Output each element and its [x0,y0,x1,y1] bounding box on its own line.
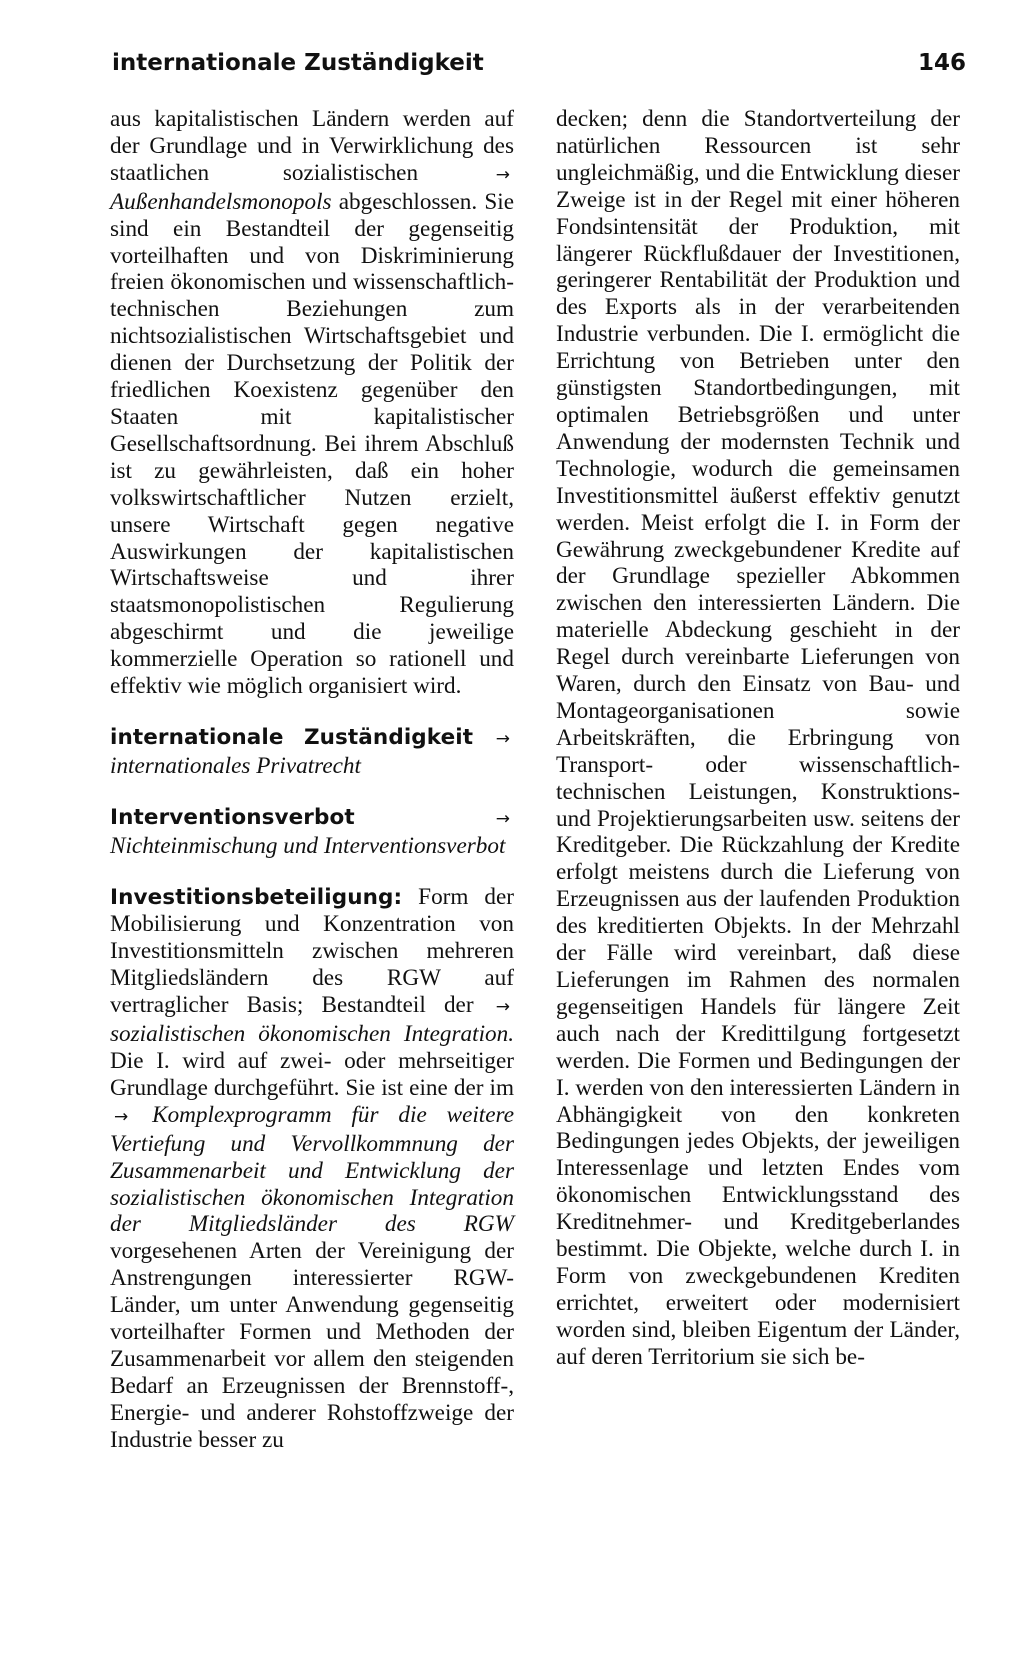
running-header [112,50,966,84]
entry-internationale-zustaendigkeit [110,724,514,780]
cross-reference-arrow-icon: → [495,997,510,1018]
cross-reference-arrow-icon: → [114,1106,129,1127]
continued-paragraph: decken; denn die Standortverteilung der natürlichen Ressourcen ist sehr ungleichmäßig, und die Entwicklung dieser Zweige ist in der Regel mit einer höheren Fondsintensität der Produktion, mit längerer Rückflußdauer der Investitionen, geringerer Rentabilität der Produktion und des Exports als in der verarbeitenden Industrie verbunden. Die I. ermöglicht die Errichtung von Betrieben unter den günstigsten Standortbedingungen, mit optimalen Betriebsgrößen und unter Anwendung der modernsten Technik und Technologie, wodurch die gemeinsamen Investitionsmittel äußerst effektiv genutzt werden. Meist erfolgt die I. in Form der Gewährung zweckgebundener Kredite auf der Grundlage spezieller Abkommen zwischen den interessierten Ländern. Die materielle Abdeckung geschieht in der Regel durch vereinbarte Lieferungen von Waren, durch den Einsatz von Bau- und Montageorganisationen sowie Arbeitskräften, die Erbringung von Transport- oder wissenschaftlich-technischen Leistungen, Konstruktions- und Projektierungsarbeiten usw. seitens der Kreditgeber. Die Rückzahlung der Kredite erfolgt meistens durch die Lieferung von Erzeugnissen aus der laufenden Produktion des kreditierten Objekts. In der Mehrzahl der Fälle wird vereinbart, daß diese Lieferungen im Rahmen des normalen gegenseitigen Handels für längere Zeit auch nach der Kredittilgung fortgesetzt werden. Die Formen und Bedingungen der I. werden von den interessierten Ländern in Abhängigkeit von den konkreten Bedingungen jedes Objekts, der jeweiligen Interessenlage und letzten Endes vom ökonomischen Entwicklungsstand des Kreditnehmer- und Kreditgeberlandes bestimmt. Die Objekte, welche durch I. in Form von zweckgebundenen Krediten errichtet, erweitert oder modernisiert worden sind, bleiben Eigentum der Länder, auf deren Territorium sie sich be- [556,106,960,1370]
cross-reference: Komplexprogramm für die weitere Vertiefung und Vervollkommnung der Zusammenarbeit und Entwicklung der sozialistischen ökonomischen Integration der Mitgliedsländer des RGW [110,1101,514,1238]
cross-reference-arrow-icon: → [495,728,511,749]
entry-headword: internationale Zuständigkeit [110,724,474,750]
running-head-title: internationale Zuständigkeit [112,50,484,76]
entry-headword: Interventionsverbot [110,804,355,830]
body-text: Form der Mobilisierung und Konzentration von Investitionsmitteln zwischen mehreren Mitgliedsländern des RGW auf vertraglicher Basis; Bestandteil der [110,883,514,1019]
entry-headword: Investitionsbeteiligung: [110,884,403,910]
cross-reference: internationales Privatrecht [110,752,361,779]
left-column [110,106,514,1454]
right-column [556,106,960,1371]
cross-reference-arrow-icon: → [495,808,510,829]
entry-interventionsverbot [110,804,514,860]
cross-reference: Außenhandelsmonopols [110,188,332,215]
body-text: abgeschlossen. Sie sind ein Bestandteil der gegenseitig vorteilhaften und von Diskriminierung freien ökonomischen und wissenschaftlich-technischen Beziehungen zum nichtsozialistischen Wirtschaftsgebiet und dienen der Durchsetzung der Politik der friedlichen Koexistenz gegenüber den Staaten mit kapitalistischer Gesellschaftsordnung. Bei ihrem Abschluß ist zu gewährleisten, daß ein hoher volkswirtschaftlicher Nutzen erzielt, unsere Wirtschaft gegen negative Auswirkungen der kapitalistischen Wirtschaftsweise und ihrer staatsmonopolistischen Regulierung abgeschirmt und die jeweilige kommerzielle Operation so rationell und effektiv wie möglich organisiert wird. [110,188,515,700]
continuation-paragraph [110,106,514,700]
cross-reference-arrow-icon: → [495,164,510,185]
body-text: vorgesehenen Arten der Vereinigung der Anstrengungen interessierter RGW-Länder, um unter Anwendung gegenseitig vorteilhafter Formen und Methoden der Zusammenarbeit vor allem den steigenden Bedarf an Erzeugnissen der Brennstoff-, Energie- und anderer Rohstoffzweige der Industrie besser zu [110,1238,514,1453]
cross-reference: sozialistischen ökonomischen Integration. [110,1021,514,1048]
cross-reference: Nichteinmischung und Interventionsverbot [110,832,506,859]
body-text: Die I. wird auf zwei- oder mehrseitiger Grundlage durchgeführt. Sie ist eine der im [110,1048,514,1101]
body-text: aus kapitalistischen Ländern werden auf der Grundlage und in Verwirklichung des staatlichen sozialistischen [110,106,514,186]
entry-investitionsbeteiligung [110,884,514,1454]
page-number: 146 [917,50,966,76]
